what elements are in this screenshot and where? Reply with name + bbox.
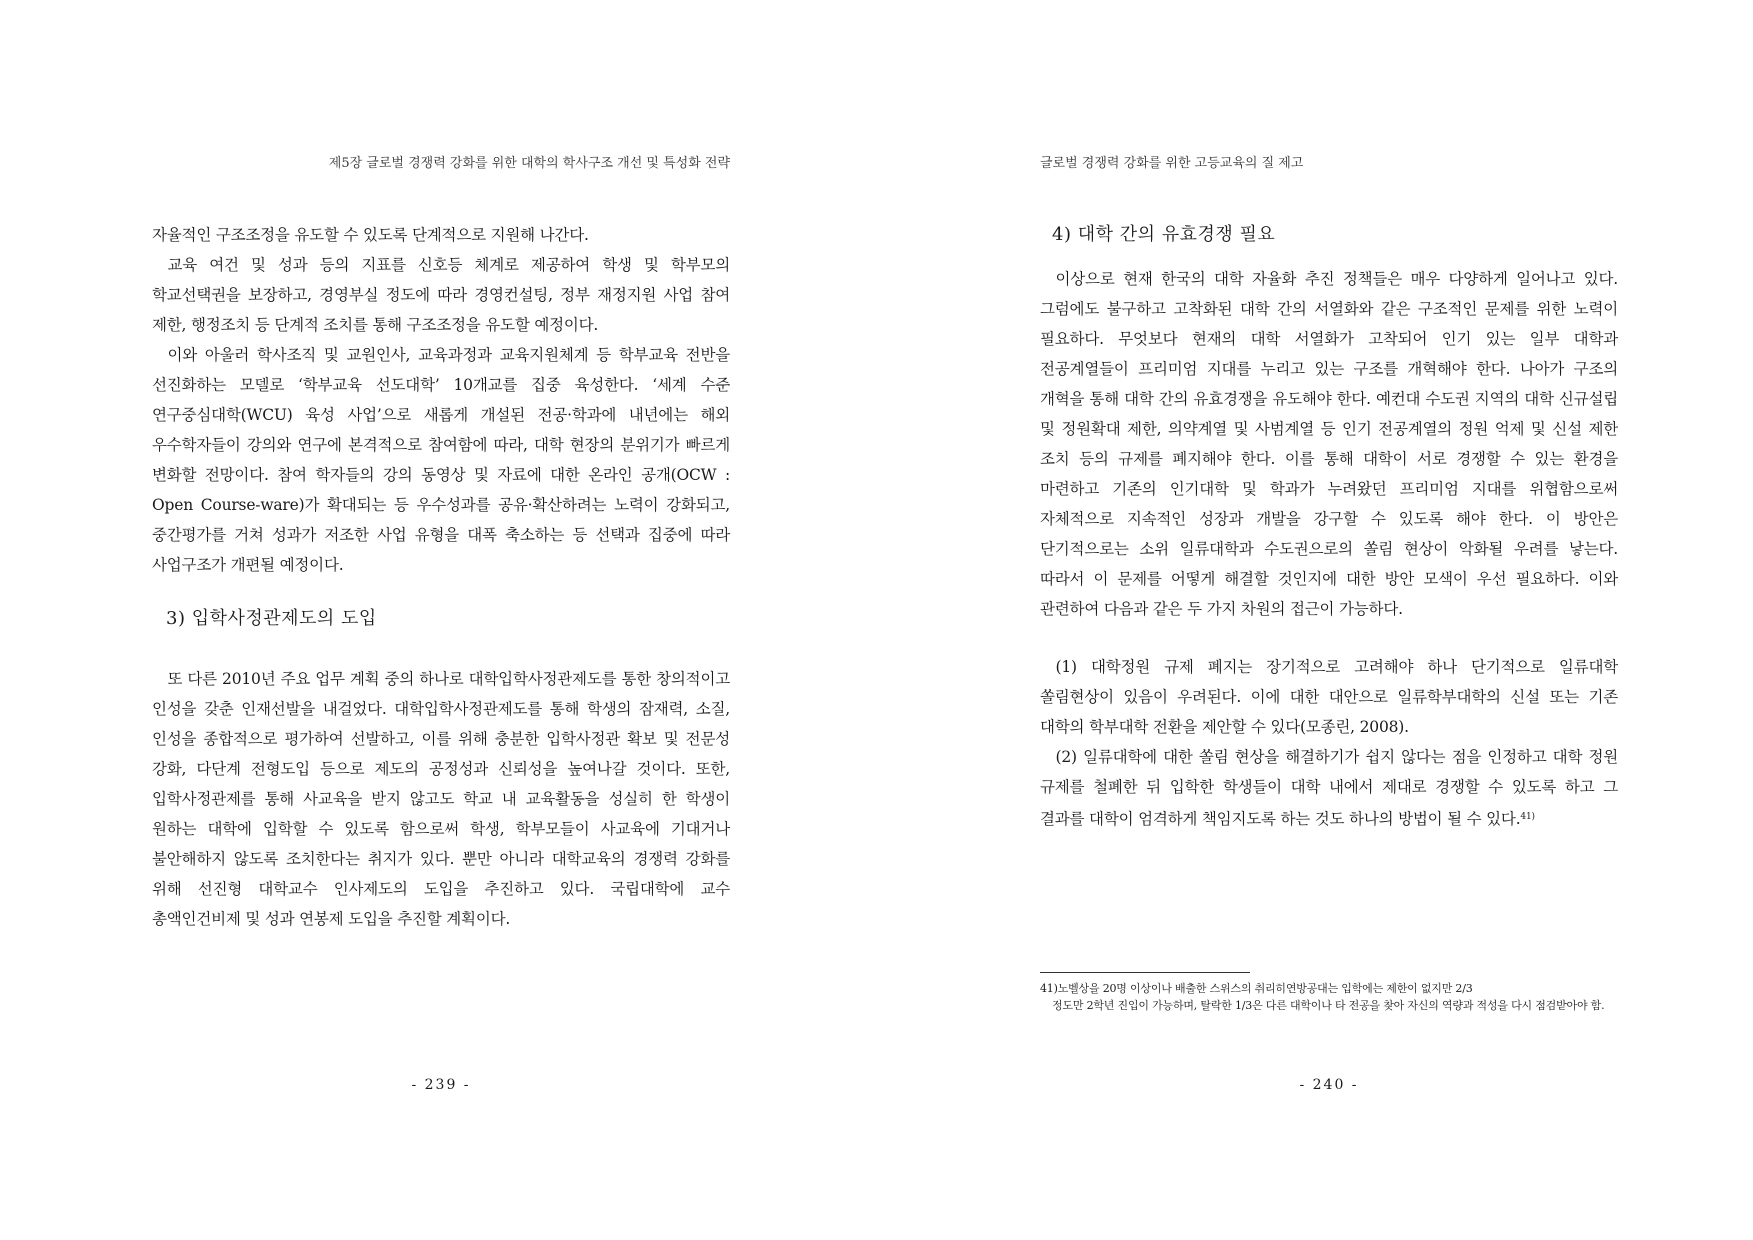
section-heading: 4) 대학 간의 유효경쟁 필요 <box>1052 224 1276 245</box>
list-item <box>1040 742 1618 834</box>
paragraph: 자율적인 구조조정을 유도할 수 있도록 단계적으로 지원해 나간다. <box>152 226 589 244</box>
footnote-text-continued: 정도만 2학년 진입이 가능하며, 탈락한 1/3은 다른 대학이나 타 전공을 찾아 자신의 역량과 적성을 다시 점검받아야 함. <box>1052 999 1605 1012</box>
list-item: (1) 대학정원 규제 폐지는 장기적으로 고려해야 하나 단기적으로 일류대학 쏠림현상이 있음이 우려된다. 이에 대한 대안으로 일류학부대학의 신설 또는 기존 대학의 학부대학 전환을 제안할 수 있다(모종린, 2008). <box>1040 658 1618 736</box>
spacer <box>1040 624 1618 652</box>
right-page <box>1040 0 1618 1240</box>
list-item-text: (2) 일류대학에 대한 쏠림 현상을 해결하기가 쉽지 않다는 점을 인정하고 대학 정원 규제를 철폐한 뒤 입학한 학생들이 대학 내에서 제대로 경쟁할 수 있도록 하고 그 결과를 대학이 엄격하게 책임지도록 하는 것도 하나의 방법이 될 수 있다. <box>1040 748 1618 828</box>
paragraph: 이와 아울러 학사조직 및 교원인사, 교육과정과 교육지원체계 등 학부교육 전반을 선진화하는 모델로 ‘학부교육 선도대학’ 10개교를 집중 육성한다. ‘세계 수준 연구중심대학(WCU) 육성 사업’으로 새롭게 개설된 전공·학과에 내년에는 해외 우수학자들이 강의와 연구에 본격적으로 참여함에 따라, 대학 현장의 분위기가 빠르게 변화할 전망이다. 참여 학자들의 강의 동영상 및 자료에 대한 온라인 공개(OCW : Open Course-ware)가 확대되는 등 우수성과를 공유·확산하려는 노력이 강화되고, 중간평가를 거쳐 성과가 저조한 사업 유형을 대폭 축소하는 등 선택과 집중에 따라 사업구조가 개편될 예정이다. <box>152 346 730 574</box>
paragraph: 교육 여건 및 성과 등의 지표를 신호등 체계로 제공하여 학생 및 학부모의 학교선택권을 보장하고, 경영부실 정도에 따라 경영컨설팅, 정부 재정지원 사업 참여 제한, 행정조치 등 단계적 조치를 통해 구조조정을 유도할 예정이다. <box>152 256 730 334</box>
paragraph: 이상으로 현재 한국의 대학 자율화 추진 정책들은 매우 다양하게 일어나고 있다. 그럼에도 불구하고 고착화된 대학 간의 서열화와 같은 구조적인 문제를 위한 노력이 필요하다. 무엇보다 현재의 대학 서열화가 고착되어 인기 있는 일부 대학과 전공계열들이 프리미엄 지대를 누리고 있는 구조를 개혁해야 한다. 나아가 구조의 개혁을 통해 대학 간의 유효경쟁을 유도해야 한다. 예컨대 수도권 지역의 대학 신규설립 및 정원확대 제한, 의약계열 및 사범계열 등 인기 전공계열의 정원 억제 및 신설 제한 조치 등의 규제를 폐지해야 한다. 이를 통해 대학이 서로 경쟁할 수 있는 환경을 마련하고 기존의 인기대학 및 학과가 누려왔던 프리미엄 지대를 위협함으로써 자체적으로 지속적인 성장과 개발을 강구할 수 있도록 해야 한다. 이 방안은 단기적으로는 소위 일류대학과 수도권으로의 쏠림 현상이 악화될 우려를 낳는다. 따라서 이 문제를 어떻게 해결할 것인지에 대한 방안 모색이 우선 필요하다. 이와 관련하여 다음과 같은 두 가지 차원의 접근이 가능하다. <box>1040 270 1618 618</box>
footnote <box>1040 980 1618 1014</box>
running-header: 글로벌 경쟁력 강화를 위한 고등교육의 질 제고 <box>1040 156 1304 171</box>
page-body <box>1040 220 1618 834</box>
paragraph: 또 다른 2010년 주요 업무 계획 중의 하나로 대학입학사정관제도를 통한 창의적이고 인성을 갖춘 인재선발을 내걸었다. 대학입학사정관제도를 통해 학생의 잠재력, 소질, 인성을 종합적으로 평가하여 선발하고, 이를 위해 충분한 입학사정관 확보 및 전문성 강화, 다단계 전형도입 등으로 제도의 공정성과 신뢰성을 높여나갈 것이다. 또한, 입학사정관제를 통해 사교육을 받지 않고도 학교 내 교육활동을 성실히 한 학생이 원하는 대학에 입학할 수 있도록 함으로써 학생, 학부모들이 사교육에 기대거나 불안해하지 않도록 조치한다는 취지가 있다. 뿐만 아니라 대학교육의 경쟁력 강화를 위해 선진형 대학교수 인사제도의 도입을 추진하고 있다. 국립대학에 교수 총액인건비제 및 성과 연봉제 도입을 추진할 계획이다. <box>152 670 730 928</box>
page-body <box>152 220 730 934</box>
section-heading: 3) 입학사정관제도의 도입 <box>166 608 377 629</box>
running-header: 제5장 글로벌 경쟁력 강화를 위한 대학의 학사구조 개선 및 특성화 전략 <box>328 156 730 171</box>
footnote-text: 41)노벨상을 20명 이상이나 배출한 스위스의 취리히연방공대는 입학에는 제한이 없지만 2/3 <box>1040 982 1473 995</box>
page-number: - 239 - <box>411 1077 471 1093</box>
footnote-divider <box>1040 972 1250 973</box>
left-page <box>152 0 730 1240</box>
footnote-reference[interactable]: 41) <box>1520 812 1535 822</box>
page-number: - 240 - <box>1299 1077 1359 1093</box>
